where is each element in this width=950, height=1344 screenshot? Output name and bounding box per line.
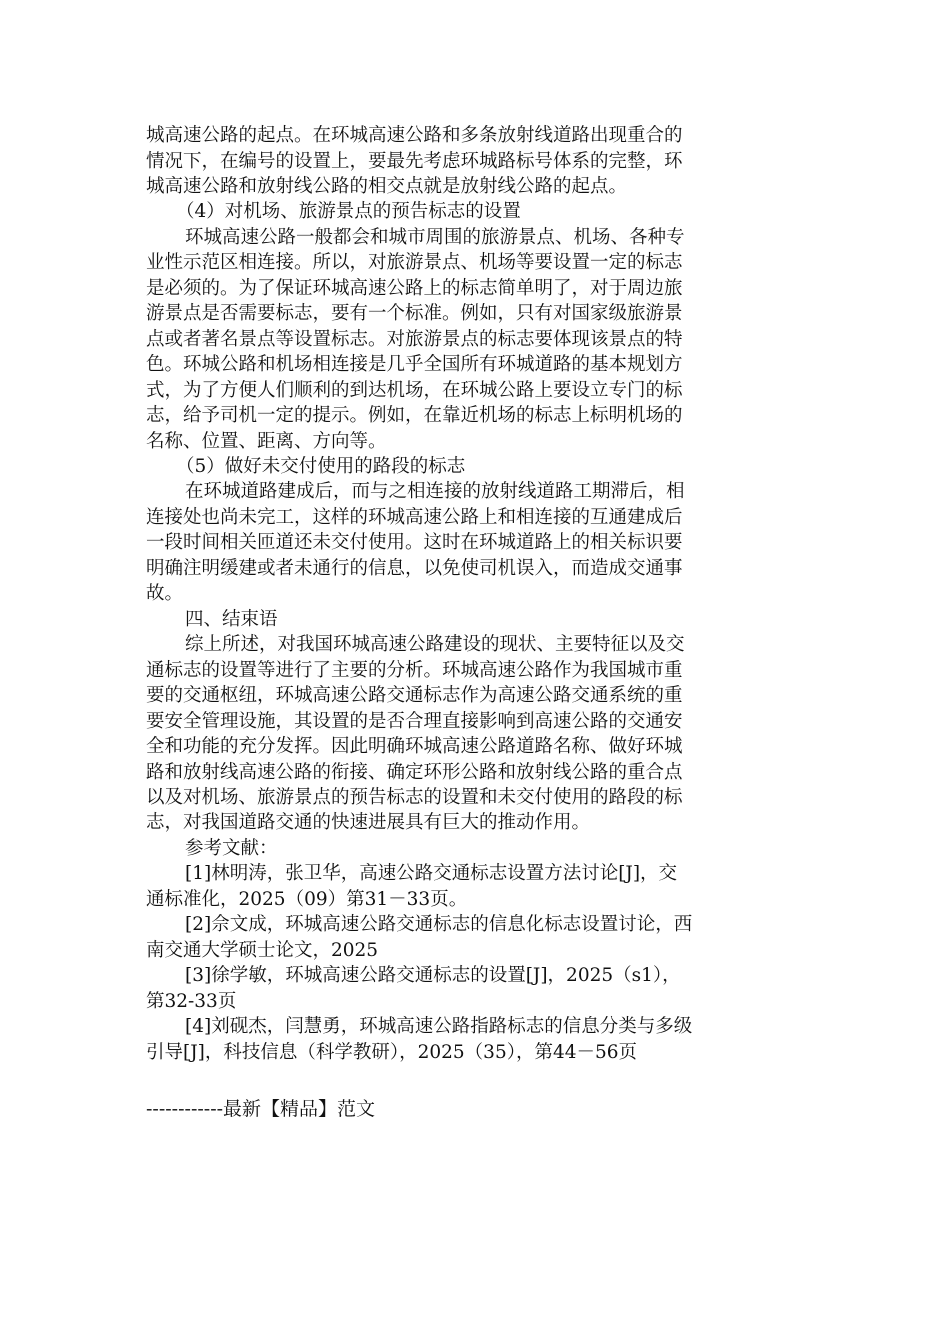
reference-item: 通标准化，2025（09）第31－33页。 <box>146 889 468 910</box>
body-text-line: 一段时间相关匝道还未交付使用。这时在环城道路上的相关标识要 <box>146 532 683 553</box>
body-text-line: 故。 <box>146 583 184 604</box>
body-text-line: 通标志的设置等进行了主要的分析。环城高速公路作为我国城市重 <box>146 660 683 681</box>
section-heading-5: （5）做好未交付使用的路段的标志 <box>176 456 466 477</box>
body-text-line: 是必须的。为了保证环城高速公路上的标志简单明了，对于周边旅 <box>146 278 683 299</box>
body-text-line: 色。环城公路和机场相连接是几乎全国所有环城道路的基本规划方 <box>146 354 683 375</box>
reference-item: [3]徐学敏，环城高速公路交通标志的设置[J]，2025（s1）， <box>185 965 681 986</box>
reference-item: [4]刘砚杰，闫慧勇，环城高速公路指路标志的信息分类与多级 <box>185 1016 693 1037</box>
reference-item: 第32-33页 <box>146 991 237 1012</box>
reference-item: [2]佘文成，环城高速公路交通标志的信息化标志设置讨论，西 <box>185 914 693 935</box>
body-text-line: 名称、位置、距离、方向等。 <box>146 431 387 452</box>
body-text-line: 连接处也尚未完工，这样的环城高速公路上和相连接的互通建成后 <box>146 507 683 528</box>
reference-item: [1]林明涛，张卫华，高速公路交通标志设置方法讨论[J]，交 <box>185 863 678 884</box>
body-text-line: 点或者著名景点等设置标志。对旅游景点的标志要体现该景点的特 <box>146 329 683 350</box>
body-text-line: 在环城道路建成后，而与之相连接的放射线道路工期滞后，相 <box>185 481 685 502</box>
body-text-line: 城高速公路和放射线公路的相交点就是放射线公路的起点。 <box>146 176 628 197</box>
reference-item: 南交通大学硕士论文，2025 <box>146 940 379 961</box>
body-text-line: 游景点是否需要标志，要有一个标准。例如，只有对国家级旅游景 <box>146 303 683 324</box>
body-text-line: 要的交通枢纽，环城高速公路交通标志作为高速公路交通系统的重 <box>146 685 683 706</box>
body-text-line: 明确注明缓建或者未通行的信息，以免使司机误入，而造成交通事 <box>146 558 683 579</box>
body-text-line: 要安全管理设施，其设置的是否合理直接影响到高速公路的交通安 <box>146 711 683 732</box>
body-text-line: 综上所述，对我国环城高速公路建设的现状、主要特征以及交 <box>185 634 685 655</box>
body-text-line: 路和放射线高速公路的衔接、确定环形公路和放射线公路的重合点 <box>146 762 683 783</box>
section-heading-conclusion: 四、结束语 <box>185 609 278 630</box>
body-text-line: 业性示范区相连接。所以，对旅游景点、机场等要设置一定的标志 <box>146 252 683 273</box>
section-heading-4: （4）对机场、旅游景点的预告标志的设置 <box>176 201 521 222</box>
body-text-line: 式，为了方便人们顺利的到达机场，在环城公路上要设立专门的标 <box>146 380 683 401</box>
body-text-line: 志，给予司机一定的提示。例如，在靠近机场的标志上标明机场的 <box>146 405 683 426</box>
body-text-line: 环城高速公路一般都会和城市周围的旅游景点、机场、各种专 <box>185 227 685 248</box>
body-text-line: 城高速公路的起点。在环城高速公路和多条放射线道路出现重合的 <box>146 125 683 146</box>
body-text-line: 以及对机场、旅游景点的预告标志的设置和未交付使用的路段的标 <box>146 787 683 808</box>
footer-text: ------------最新【精品】范文 <box>146 1098 376 1120</box>
reference-item: 引导[J]，科技信息（科学教研），2025（35），第44－56页 <box>146 1042 638 1063</box>
references-heading: 参考文献： <box>185 838 278 859</box>
body-text-line: 情况下，在编号的设置上，要最先考虑环城路标号体系的完整，环 <box>146 151 683 172</box>
body-text-line: 志，对我国道路交通的快速进展具有巨大的推动作用。 <box>146 812 591 833</box>
body-text-line: 全和功能的充分发挥。因此明确环城高速公路道路名称、做好环城 <box>146 736 683 757</box>
